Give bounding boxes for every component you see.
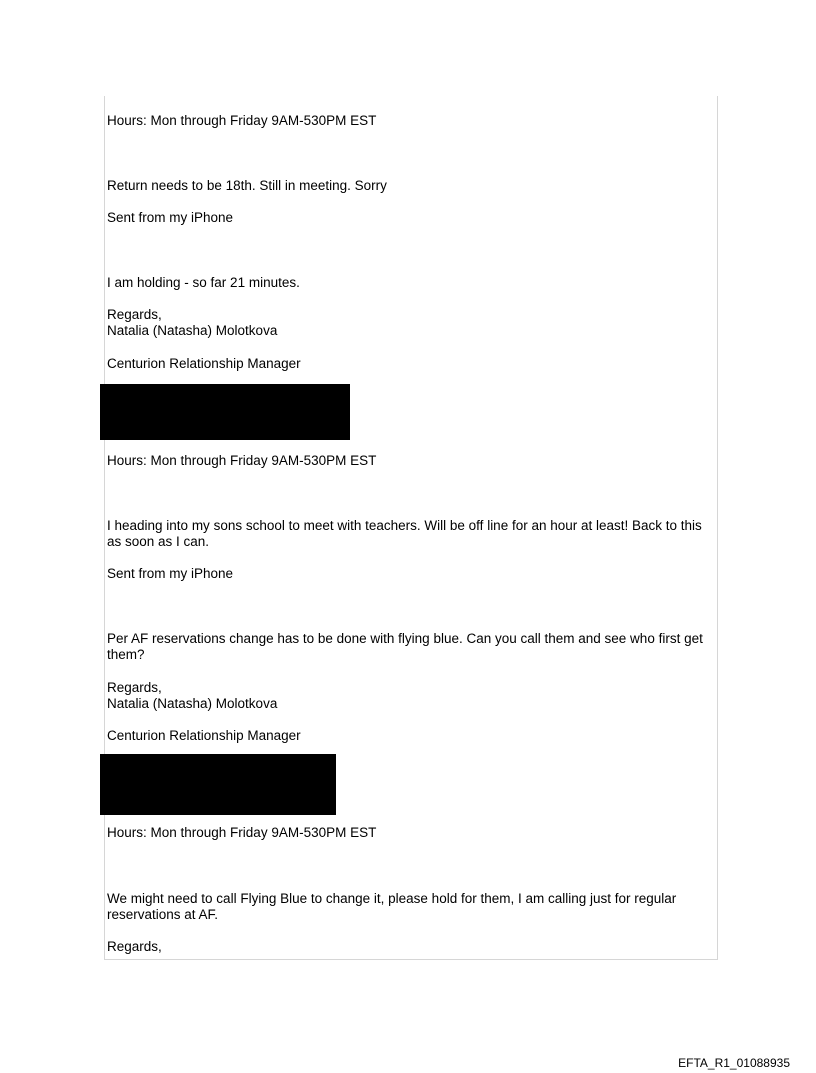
signature-name: Natalia (Natasha) Molotkova [107, 696, 278, 711]
message-af-reservations: Per AF reservations change has to be done with flying blue. Can you call them and see who first get them? [107, 631, 703, 662]
redaction-block [100, 384, 350, 440]
message-flying-blue: We might need to call Flying Blue to change it, please hold for them, I am calling just for regular reservations at AF. [107, 891, 677, 922]
hours-line: Hours: Mon through Friday 9AM-530PM EST [107, 453, 377, 468]
regards-line: Regards, [107, 939, 162, 954]
regards-line: Regards, [107, 307, 162, 322]
sent-from-iphone: Sent from my iPhone [107, 566, 234, 581]
redaction-block [100, 754, 336, 815]
message-school: I heading into my sons school to meet with teachers. Will be off line for an hour at least! Back to this as soon as I can. [107, 518, 702, 549]
message-holding: I am holding - so far 21 minutes. [107, 275, 300, 290]
hours-line: Hours: Mon through Friday 9AM-530PM EST [107, 825, 377, 840]
document-id: EFTA_R1_01088935 [678, 1056, 790, 1070]
sent-from-iphone: Sent from my iPhone [107, 210, 234, 225]
message-return-date: Return needs to be 18th. Still in meeting. Sorry [107, 178, 387, 193]
signature-title: Centurion Relationship Manager [107, 356, 301, 371]
regards-line: Regards, [107, 680, 162, 695]
hours-line: Hours: Mon through Friday 9AM-530PM EST [107, 113, 377, 128]
signature-name: Natalia (Natasha) Molotkova [107, 323, 278, 338]
signature-title: Centurion Relationship Manager [107, 728, 301, 743]
